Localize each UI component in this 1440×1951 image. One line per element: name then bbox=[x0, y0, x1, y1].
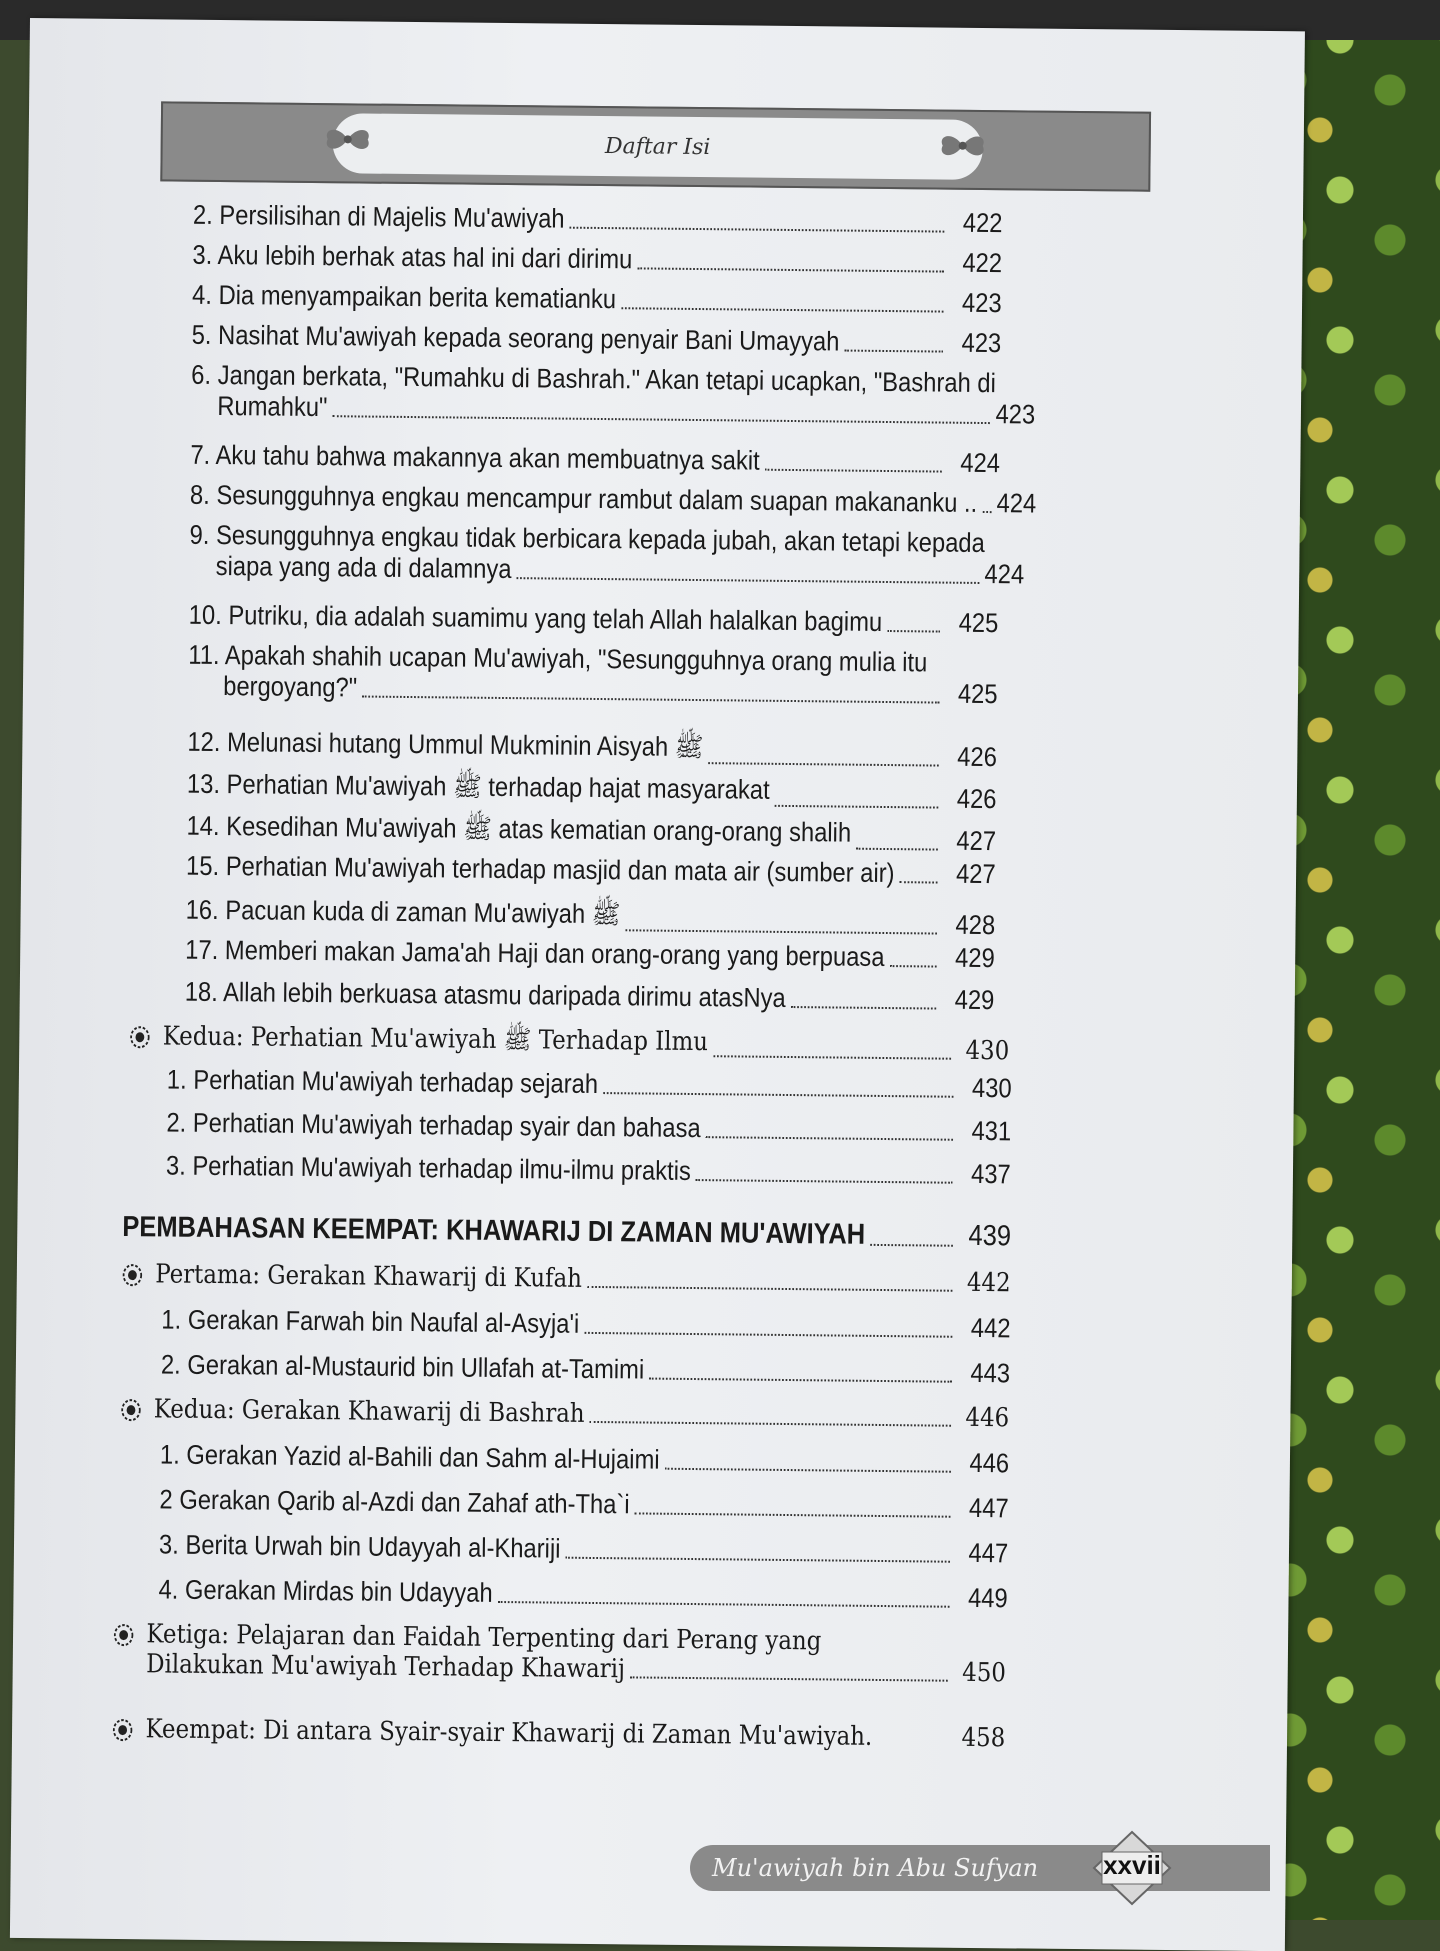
toc-section-keempat[interactable]: Keempat: Di antara Syair-syair Khawarij di Zaman Mu'awiyah. 458 bbox=[112, 1714, 1005, 1753]
page-number: 425 bbox=[957, 678, 998, 710]
page-number: 437 bbox=[970, 1158, 1011, 1190]
page-number: 446 bbox=[965, 1402, 1010, 1434]
toc-entry[interactable]: 15. Perhatian Mu'awiyah terhadap masjid dan mata air (sumber air) 427 bbox=[185, 850, 996, 890]
toc-entry[interactable]: 1. Gerakan Farwah bin Naufal al-Asyja'i 442 bbox=[161, 1304, 1011, 1344]
flower-bullet-icon bbox=[120, 1398, 141, 1422]
page-number: 424 bbox=[960, 447, 1001, 479]
toc-entry-multiline[interactable]: 11. Apakah shahih ucapan Mu'awiyah, "Sesungguhnya orang mulia itu bergoyang?" 425 bbox=[188, 639, 998, 710]
toc-entry-multiline[interactable]: 9. Sesungguhnya engkau tidak berbicara kepada jubah, akan tetapi kepada siapa yang ada di dalamnya 424 bbox=[189, 519, 1025, 590]
fleur-ornament-icon bbox=[318, 119, 378, 160]
page-number: 426 bbox=[956, 783, 997, 815]
page-number: 439 bbox=[968, 1219, 1012, 1253]
page-number: 428 bbox=[955, 909, 996, 941]
toc-entry[interactable]: 13. Perhatian Mu'awiyah ﷺ terhadap hajat masyarakat 426 bbox=[186, 768, 997, 815]
footer-title: Mu'awiyah bin Abu Sufyan bbox=[712, 1854, 1039, 1882]
toc-section-ketiga[interactable]: Ketiga: Pelajaran dan Faidah Terpenting dari Perang yang Dilakukan Mu'awiyah Terhadap Khawarij 450 bbox=[113, 1619, 1007, 1688]
page-number: 429 bbox=[954, 942, 995, 974]
toc-entry[interactable]: 16. Pacuan kuda di zaman Mu'awiyah ﷺ 428 bbox=[185, 894, 996, 941]
page-number: 427 bbox=[955, 858, 996, 890]
header-band bbox=[160, 101, 1151, 191]
page-number: 423 bbox=[961, 327, 1002, 359]
page-number: 443 bbox=[970, 1357, 1011, 1389]
page-number: 424 bbox=[996, 488, 1037, 519]
header-cartouche bbox=[332, 113, 983, 180]
toc-entry[interactable]: 2. Gerakan al-Mustaurid bin Ullafah at-Tamimi 443 bbox=[160, 1349, 1011, 1389]
toc-entry[interactable]: 4. Gerakan Mirdas bin Udayyah 449 bbox=[158, 1574, 1008, 1614]
toc-section-kedua-ilmu[interactable]: Kedua: Perhatian Mu'awiyah ﷺ Terhadap Ilmu 430 bbox=[129, 1019, 1009, 1066]
toc-entry[interactable]: 2. Persilisihan di Majelis Mu'awiyah 422 bbox=[192, 199, 1003, 239]
page-number: 427 bbox=[956, 825, 997, 857]
page-number: 429 bbox=[954, 984, 995, 1016]
toc-entry[interactable]: 1. Gerakan Yazid al-Bahili dan Sahm al-Hujaimi 446 bbox=[159, 1439, 1010, 1479]
flower-bullet-icon bbox=[122, 1263, 143, 1287]
toc-entry[interactable]: 12. Melunasi hutang Ummul Mukminin Aisyah ﷺ 426 bbox=[187, 726, 998, 773]
page-number: 442 bbox=[970, 1312, 1011, 1344]
book-page bbox=[10, 18, 1305, 1951]
toc-entry[interactable]: 3. Aku lebih berhak atas hal ini dari dirimu 422 bbox=[192, 239, 1003, 279]
toc-entry[interactable]: 5. Nasihat Mu'awiyah kepada seorang penyair Bani Umayyah 423 bbox=[191, 319, 1002, 359]
flower-bullet-icon bbox=[112, 1718, 133, 1742]
page-number: 423 bbox=[995, 399, 1036, 430]
toc-chapter-heading[interactable]: PEMBAHASAN KEEMPAT: KHAWARIJ DI ZAMAN MU'AWIYAH 439 bbox=[122, 1211, 1012, 1253]
toc-entry[interactable]: 2 Gerakan Qarib al-Azdi dan Zahaf ath-Tha`i 447 bbox=[159, 1484, 1009, 1524]
page-number: 430 bbox=[965, 1035, 1010, 1067]
page-number: 450 bbox=[962, 1657, 1007, 1689]
page-number-roman: xxvii bbox=[1103, 1850, 1161, 1880]
toc-entry[interactable]: 18. Allah lebih berkuasa atasmu daripada dirimu atasNya 429 bbox=[184, 976, 995, 1016]
page-number: 431 bbox=[971, 1115, 1012, 1147]
toc-entry[interactable]: 8. Sesungguhnya engkau mencampur rambut dalam suapan makananku .. 424 bbox=[189, 479, 1037, 519]
toc-entry[interactable]: 3. Perhatian Mu'awiyah terhadap ilmu-ilmu praktis 437 bbox=[165, 1150, 1011, 1190]
page-number: 449 bbox=[967, 1582, 1008, 1614]
flower-bullet-icon bbox=[113, 1623, 134, 1647]
page-number: 423 bbox=[961, 287, 1002, 319]
fleur-ornament-icon bbox=[933, 125, 993, 166]
page-number: 426 bbox=[957, 741, 998, 773]
page-number: 447 bbox=[968, 1537, 1009, 1569]
page-number: 422 bbox=[962, 247, 1003, 279]
toc-entry[interactable]: 14. Kesedihan Mu'awiyah ﷺ atas kematian orang-orang shalih 427 bbox=[186, 810, 997, 857]
flower-bullet-icon bbox=[129, 1025, 150, 1049]
toc-entry[interactable]: 10. Putriku, dia adalah suamimu yang telah Allah halalkan bagimu 425 bbox=[188, 599, 999, 639]
toc-entry-multiline[interactable]: 6. Jangan berkata, "Rumahku di Bashrah." Akan tetapi ucapkan, "Bashrah di Rumahku" 423 bbox=[191, 359, 1036, 430]
header-title: Daftar Isi bbox=[604, 133, 711, 160]
toc-entry[interactable]: 7. Aku tahu bahwa makannya akan membuatnya sakit 424 bbox=[190, 439, 1001, 479]
page-number: 442 bbox=[966, 1267, 1011, 1299]
page-number: 422 bbox=[962, 207, 1003, 239]
toc-section-pertama[interactable]: Pertama: Gerakan Khawarij di Kufah 442 bbox=[122, 1259, 1011, 1298]
toc-entry[interactable]: 1. Perhatian Mu'awiyah terhadap sejarah 430 bbox=[166, 1064, 1012, 1104]
toc-entry[interactable]: 3. Berita Urwah bin Udayyah al-Khariji 447 bbox=[158, 1529, 1009, 1569]
page-number: 425 bbox=[958, 607, 999, 639]
toc-section-kedua-bashrah[interactable]: Kedua: Gerakan Khawarij di Bashrah 446 bbox=[120, 1394, 1009, 1433]
toc-entry[interactable]: 2. Perhatian Mu'awiyah terhadap syair dan bahasa 431 bbox=[166, 1107, 1012, 1147]
toc-entry[interactable]: 4. Dia menyampaikan berita kematianku 423 bbox=[191, 279, 1002, 319]
page-number: 430 bbox=[971, 1072, 1012, 1104]
page-number: 424 bbox=[984, 559, 1025, 590]
page-number: 446 bbox=[969, 1447, 1010, 1479]
page-number: 458 bbox=[961, 1722, 1006, 1754]
toc-entry[interactable]: 17. Memberi makan Jama'ah Haji dan orang-orang yang berpuasa 429 bbox=[185, 934, 995, 974]
page-number: 447 bbox=[968, 1492, 1009, 1524]
